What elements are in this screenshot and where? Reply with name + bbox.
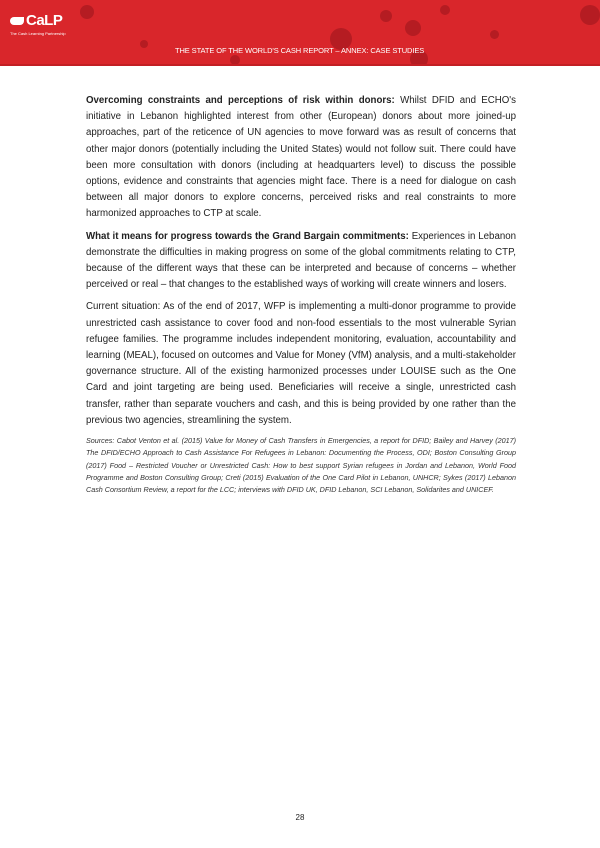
report-title: THE STATE OF THE WORLD'S CASH REPORT – ANNEX: CASE STUDIES xyxy=(175,46,425,55)
calp-logo: CaLP The Cash Learning Partnership xyxy=(10,12,66,36)
body-text xyxy=(86,93,516,503)
paragraph: What it means for progress towards the Grand Bargain commitments: Experiences in Lebanon demonstrate the difficulties in making progress on some of the global commitments relating to CTP, because of the different ways that these can be interpreted and because of concerns – whether perceived or real – that changes to the established ways of working will create winners and losers. xyxy=(86,230,516,291)
paragraph: Current situation: As of the end of 2017, WFP is implementing a multi-donor programme to provide unrestricted cash assistance to cover food and non-food essentials to the most vulnerable Syrian refugee families. The programme includes independent monitoring, evaluation, accountability and learning (MEAL), focused on outcomes and Value for Money (VfM) analysis, and a multi-stakeholder governance structure. All of the existing harmonized processes under LOUISE such as the One Card and joint targeting are being used. Beneficiaries will receive a single, unrestricted cash transfer, rather than separate vouchers and cash, and this is being provided by one rather than the previous two agencies, streamlining the system. xyxy=(86,301,516,426)
sources-note: Sources: Cabot Venton et al. (2015) Value for Money of Cash Transfers in Emergencies, a report for DFID; Bailey and Harvey (2017) The DFID/ECHO Approach to Cash Assistance For Refugees in Lebanon: Documenting the Process, ODI; Boston Consulting Group (2017) Food – Restricted Voucher or Unrestricted Cash: How to best support Syrian refugees in Jordan and Lebanon, World Food Programme and Boston Consulting Group; Creti (2015) Evaluation of the One Card Pilot in Lebanon, UNHCR; Sykes (2017) Lebanon Cash Consortium Review, a report for the LCC; interviews with DFID UK, DFID Lebanon, SCI Lebanon, Solidarites and UNICEF. xyxy=(86,436,516,495)
page-header xyxy=(0,0,600,66)
page-number: 28 xyxy=(295,813,305,822)
hand-icon xyxy=(10,17,24,25)
paragraph: Overcoming constraints and perceptions of risk within donors: Whilst DFID and ECHO's initiative in Lebanon highlighted interest from other (European) donors about more joined-up approaches, part of the reticence of UN agencies to move forward was as result of concerns that other major donors (potentially including the United States) would not follow suit. There could have been more consultation with donors (including at headquarters level) to discuss the possible options, evidence and constraints that agencies might face. There is a need for dialogue on cash between all major donors to explore concerns, perceived risks and real constraints to more harmonized approaches to CTP at scale. xyxy=(86,95,516,220)
